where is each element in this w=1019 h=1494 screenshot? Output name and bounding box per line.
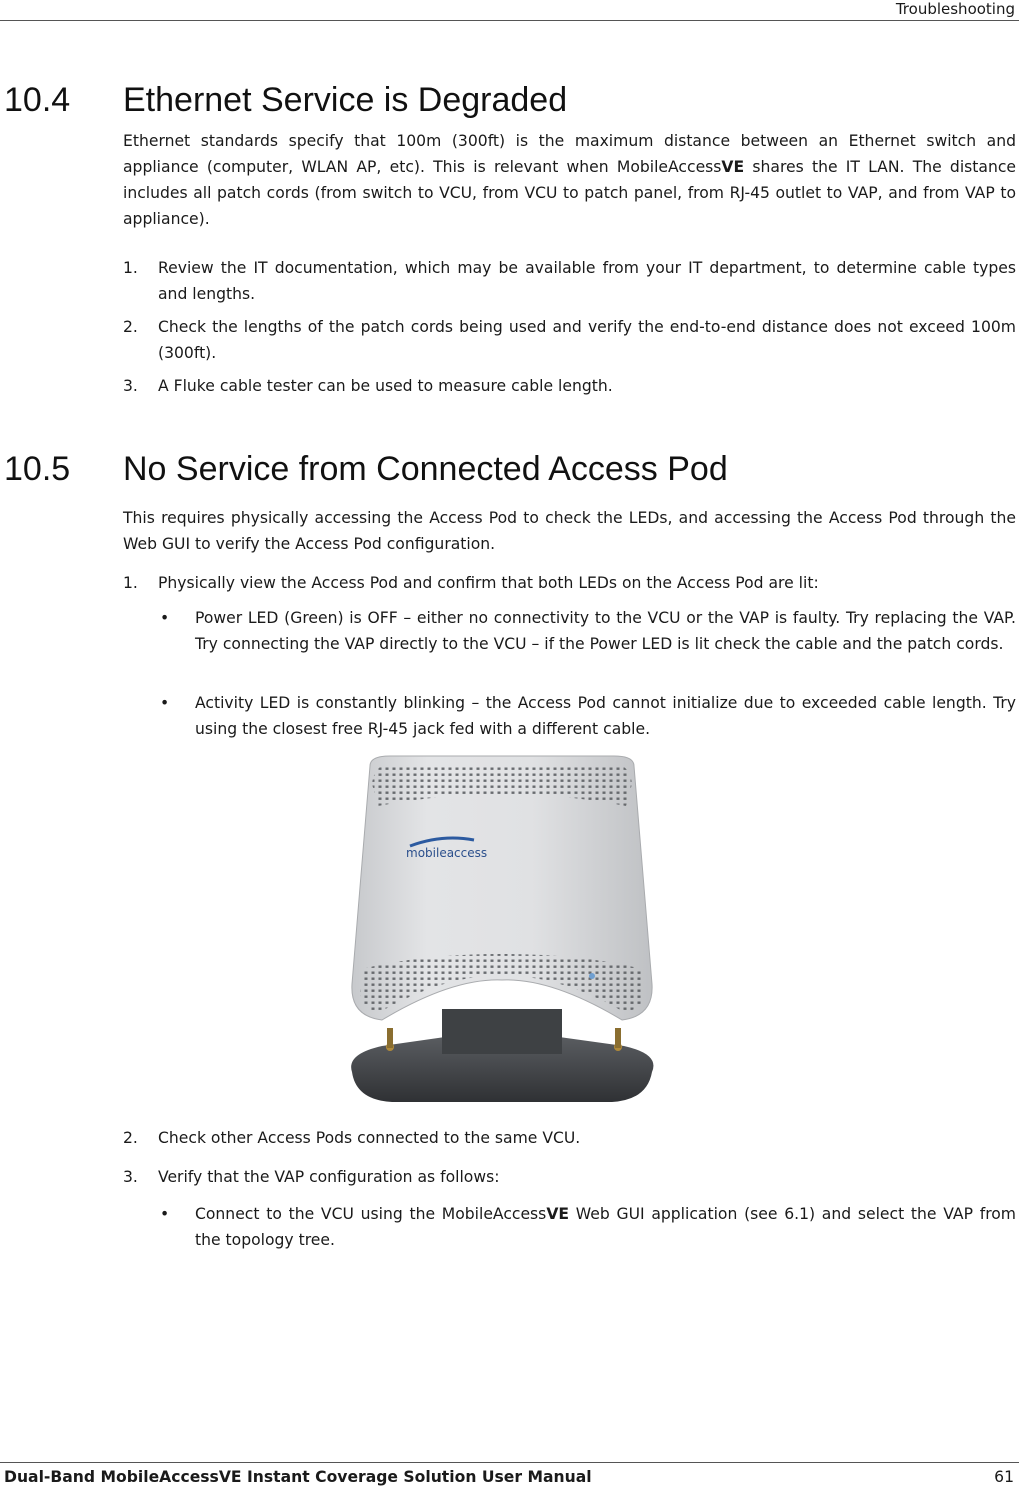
bullet-item bbox=[158, 1201, 1016, 1253]
list-item bbox=[123, 255, 1016, 307]
section-heading-10-4 bbox=[4, 80, 567, 120]
bullet-glyph: • bbox=[160, 1205, 170, 1223]
bullet-item bbox=[158, 605, 1016, 657]
intro-bold: VE bbox=[721, 158, 745, 176]
list-number: 2. bbox=[123, 318, 138, 336]
list-text: Physically view the Access Pod and confirm that both LEDs on the Access Pod are lit: bbox=[158, 574, 819, 592]
section-title: No Service from Connected Access Pod bbox=[123, 450, 728, 488]
list-text: Check other Access Pods connected to the same VCU. bbox=[158, 1129, 581, 1147]
page-header bbox=[0, 0, 1019, 21]
list-item bbox=[123, 1125, 1016, 1151]
list-number: 2. bbox=[123, 1129, 138, 1147]
section-number: 10.4 bbox=[4, 81, 71, 119]
list-number: 3. bbox=[123, 1168, 138, 1186]
bullet-text: Activity LED is constantly blinking – the Access Pod cannot initialize due to exceeded cable length. Try using the closest free RJ-45 jack fed with a different cable. bbox=[195, 694, 1016, 738]
list-item bbox=[123, 314, 1016, 366]
bullet-text-b: Web GUI application (see 6.1) and select the VAP from the topology tree. bbox=[195, 1205, 1016, 1249]
page-number: 61 bbox=[994, 1468, 1014, 1486]
list-number: 1. bbox=[123, 259, 138, 277]
intro-text: Ethernet standards specify that 100m (300ft) is the maximum distance between an Ethernet switch and appliance (computer, WLAN AP, etc). This is relevant when MobileAccess bbox=[123, 132, 1016, 176]
list-number: 3. bbox=[123, 377, 138, 395]
header-title: Troubleshooting bbox=[895, 0, 1015, 18]
bullet-bold: VE bbox=[546, 1205, 570, 1223]
section-heading-10-5 bbox=[4, 449, 728, 489]
bullet-text bbox=[195, 1201, 1016, 1253]
list-text: Review the IT documentation, which may be available from your IT department, to determine cable types and lengths. bbox=[158, 259, 1016, 303]
section-10-5-intro: This requires physically accessing the Access Pod to check the LEDs, and accessing the Access Pod through the Web GUI to verify the Access Pod configuration. bbox=[123, 509, 1016, 553]
bullet-text: Power LED (Green) is OFF – either no connectivity to the VCU or the VAP is faulty. Try replacing the VAP. Try connecting the VAP directly to the VCU – if the Power LED is lit check the cable and the patch cords. bbox=[195, 609, 1016, 653]
list-item bbox=[123, 1164, 1016, 1190]
list-text: Verify that the VAP configuration as follows: bbox=[158, 1168, 500, 1186]
list-item bbox=[123, 373, 1016, 399]
bullet-text-a: Connect to the VCU using the MobileAccess bbox=[195, 1205, 547, 1223]
list-text: Check the lengths of the patch cords being used and verify the end-to-end distance does not exceed 100m (300ft). bbox=[158, 318, 1016, 362]
bullet-glyph: • bbox=[160, 609, 170, 627]
section-number: 10.5 bbox=[4, 450, 71, 488]
mobileaccess-logo: mobileaccess bbox=[406, 846, 488, 860]
list-item bbox=[123, 570, 1016, 596]
bullet-item bbox=[158, 690, 1016, 742]
stand-neck bbox=[442, 1009, 562, 1054]
bullet-glyph: • bbox=[160, 694, 170, 712]
list-number: 1. bbox=[123, 574, 138, 592]
section-10-4-intro bbox=[123, 128, 1016, 232]
list-text: A Fluke cable tester can be used to measure cable length. bbox=[158, 377, 613, 395]
access-pod-image bbox=[342, 754, 662, 1110]
footer-title: Dual-Band MobileAccessVE Instant Coverage Solution User Manual bbox=[4, 1468, 592, 1486]
section-title: Ethernet Service is Degraded bbox=[123, 81, 568, 119]
intro-text-cont: shares the IT LAN. The distance includes all patch cords (from switch to VCU, from VCU to patch panel, from RJ-45 outlet to VAP, and from VAP to appliance). bbox=[123, 158, 1017, 228]
page-footer-rule bbox=[0, 1462, 1019, 1463]
